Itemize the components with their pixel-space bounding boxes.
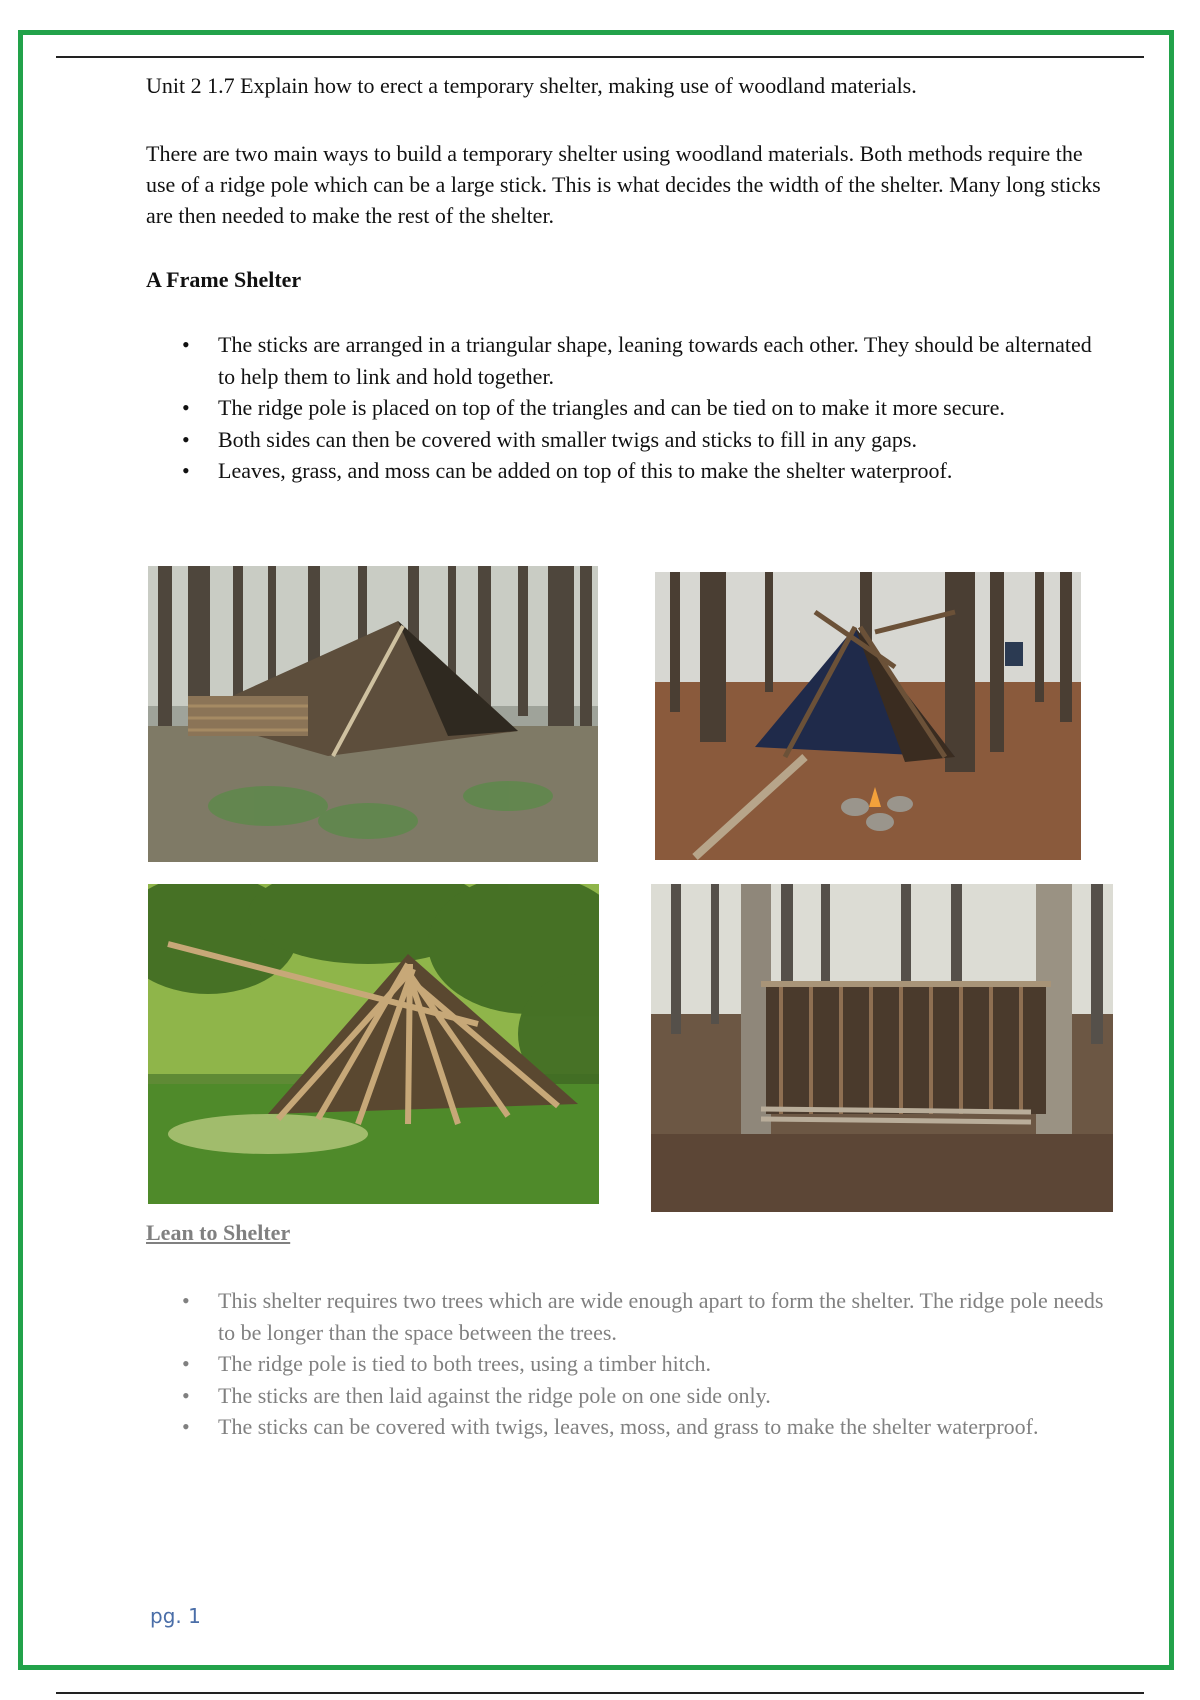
photo-teepee-green-forest xyxy=(148,884,599,1204)
list-item: • Leaves, grass, and moss can be added on top of this to make the shelter waterproof. xyxy=(146,455,1106,487)
lean-to-bullet-list xyxy=(146,1285,1106,1443)
header-rule xyxy=(56,56,1144,58)
lean-to-heading: Lean to Shelter xyxy=(146,1220,291,1245)
footer-rule xyxy=(56,1692,1144,1694)
list-item: • The sticks are arranged in a triangular shape, leaning towards each other. They should be alternated to help them to link and hold together. xyxy=(146,329,1106,392)
unit-title: Unit 2 1.7 Explain how to erect a temporary shelter, making use of woodland materials. xyxy=(146,73,917,98)
photo-lean-to-shelter xyxy=(651,884,1113,1212)
a-frame-heading: A Frame Shelter xyxy=(146,267,302,292)
intro-paragraph: There are two main ways to build a temporary shelter using woodland materials. Both methods require the use of a ridge pole which can be a large stick. This is what decides the width of the shelter. Many long sticks are then needed to make the rest of the shelter. xyxy=(146,141,1101,228)
bullet-icon: • xyxy=(182,1382,190,1408)
bullet-icon: • xyxy=(182,395,190,420)
list-item: • The sticks are then laid against the ridge pole on one side only. xyxy=(146,1380,1106,1412)
document-body xyxy=(146,66,1106,487)
bullet-icon: • xyxy=(182,458,190,483)
list-item: • The ridge pole is tied to both trees, using a timber hitch. xyxy=(146,1348,1106,1380)
page-number: pg. 1 xyxy=(150,1604,201,1628)
list-item: • The ridge pole is placed on top of the triangles and can be tied on to make it more secure. xyxy=(146,392,1106,424)
bullet-icon: • xyxy=(182,1414,190,1439)
bullet-icon: • xyxy=(182,1351,190,1376)
photo-tarp-shelter-campfire xyxy=(655,572,1081,860)
bullet-icon: • xyxy=(182,1288,190,1313)
photo-a-frame-pine-forest xyxy=(148,566,598,862)
list-item: • Both sides can then be covered with smaller twigs and sticks to fill in any gaps. xyxy=(146,424,1106,456)
list-item: • This shelter requires two trees which are wide enough apart to form the shelter. The ridge pole needs to be longer than the space between the trees. xyxy=(146,1285,1106,1348)
list-item: • The sticks can be covered with twigs, leaves, moss, and grass to make the shelter waterproof. xyxy=(146,1411,1106,1443)
a-frame-bullet-list xyxy=(146,329,1106,487)
bullet-icon: • xyxy=(182,332,190,357)
bullet-icon: • xyxy=(182,426,190,452)
